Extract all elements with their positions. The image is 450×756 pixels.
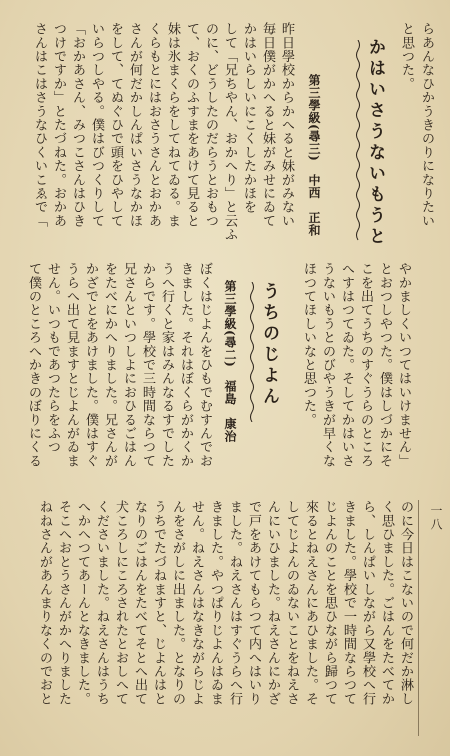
text-line: そこへおとうさんがかへりました (56, 500, 71, 706)
text-line: かざでとをあけました。僕はすぐ (83, 262, 98, 468)
text-line: きました。やつぱりじよんはゐま (208, 500, 223, 706)
essay-byline: 第三學級(尋二) 福島 康治 (223, 280, 237, 443)
page-number: 一八 (429, 504, 443, 532)
text-line: くらもとにはおさうさんとおかあ (146, 22, 161, 228)
text-line: 「おかあさん、みつこさんはひき (70, 22, 85, 228)
title-wavy-underline (355, 40, 361, 245)
text-line: く思ひました。ごはんをたべてか (379, 500, 394, 706)
text-line: さんはこはさうなひくいこゑで「 (32, 22, 47, 228)
text-line: をたべにかへりました。兄さんが (102, 262, 117, 468)
text-line: なりのごはんをたべてそとへ出て (132, 500, 147, 706)
text-line: ら、しんぱいしながら又學校へ行 (360, 500, 375, 706)
text-line: て僕のところへかきのぼりにくる (26, 262, 41, 468)
text-line: をして、てぬぐひで頭をひやして (108, 22, 123, 228)
text-line: せん。ねえさんはなきながらじよ (189, 500, 204, 706)
text-line: つけですか」とたづねた。おかあ (51, 22, 66, 228)
title-wavy-underline (249, 282, 255, 422)
text-line: 犬ころしにころされたとおしへて (113, 500, 128, 706)
essay-title: かはいさうないもうと (365, 38, 385, 248)
text-line: うないもうとのびやうきが早くな (320, 262, 335, 468)
text-line: へすはつてゐた。そしてかはいさ (339, 262, 354, 468)
essay-byline: 第三學級(尋三) 中西 正和 (307, 74, 321, 237)
text-line: うちでたづねますと、じよんはと (151, 500, 166, 706)
text-line: してじよんのゐないことをねえさ (284, 500, 299, 706)
text-line: 妹は氷まくらをしてねてゐる。ま (165, 22, 180, 228)
text-line: 兄さんといつしよにおひるごはん (121, 262, 136, 468)
text-line: んにいひました。ねえさんにかざ (265, 500, 280, 706)
text-line: やかましくいつてはいけません」 (396, 262, 411, 468)
text-line: 來るとねえさんにあひました。そ (303, 500, 318, 706)
text-line: こを出てうちのすぐうらのところ (358, 262, 373, 468)
text-line: へかへつてあーんとなきました。 (75, 500, 90, 706)
text-line: ほつてほしいなと思つた。 (301, 262, 316, 427)
text-line: せん。いつもであつたらをふつ (45, 262, 60, 454)
section-top (0, 22, 450, 250)
text-line: かはいらしいにこくしたかほを (241, 22, 256, 214)
text-line: からです。學校で三時間ならつて (140, 262, 155, 468)
text-line: くださいました。ねえさんはうち (94, 500, 109, 706)
text-line: して「兄ちやん、おかへり」と云ふ (222, 22, 237, 242)
text-line: きました。それはぼくらがかくか (178, 262, 193, 468)
section-bottom (0, 500, 450, 732)
text-line: うへ行くと家はみんなるすでした (159, 262, 174, 468)
text-line: うらへ出て見ますとじよんがゐま (64, 262, 79, 468)
text-line: さんが何だかしんぱいさうなかほ (127, 22, 142, 228)
text-line: きました。學校で一時間ならつて (341, 500, 356, 706)
text-line: ねねさんがあんまりなくのでおと (37, 500, 52, 706)
text-line: 昨日學校からかへると妹がみない (279, 22, 294, 228)
text-line: のに今日はこないので何だか淋し (398, 500, 413, 706)
text-line: らあんなひかうきのりになりたい (419, 22, 434, 228)
text-line: ぼくはじよんをひもでむすんでお (197, 262, 212, 468)
essay-title: うちのじよん (259, 282, 279, 408)
text-line: のに、どうしたのだらうとおもつ (203, 22, 218, 228)
text-line: んをさがしに出ました。となりの (170, 500, 185, 706)
text-line: て、おくのふすまをあけて見ると (184, 22, 199, 228)
text-line: と思つた。 (399, 22, 414, 91)
text-line: ました。ねえさんはすぐうらへ行 (227, 500, 242, 706)
text-line: で戸をあけてもらつて内へはいり (246, 500, 261, 706)
section-middle (0, 262, 450, 494)
text-line: 毎日僕がかへると妹がみせにゐて (260, 22, 275, 228)
text-line: とおつしやつた。僕はしづかにそ (377, 262, 392, 468)
text-line: じよんのことを思ひながら歸つて (322, 500, 337, 706)
text-line: いらつしやる。僕はびつくりして (89, 22, 104, 228)
